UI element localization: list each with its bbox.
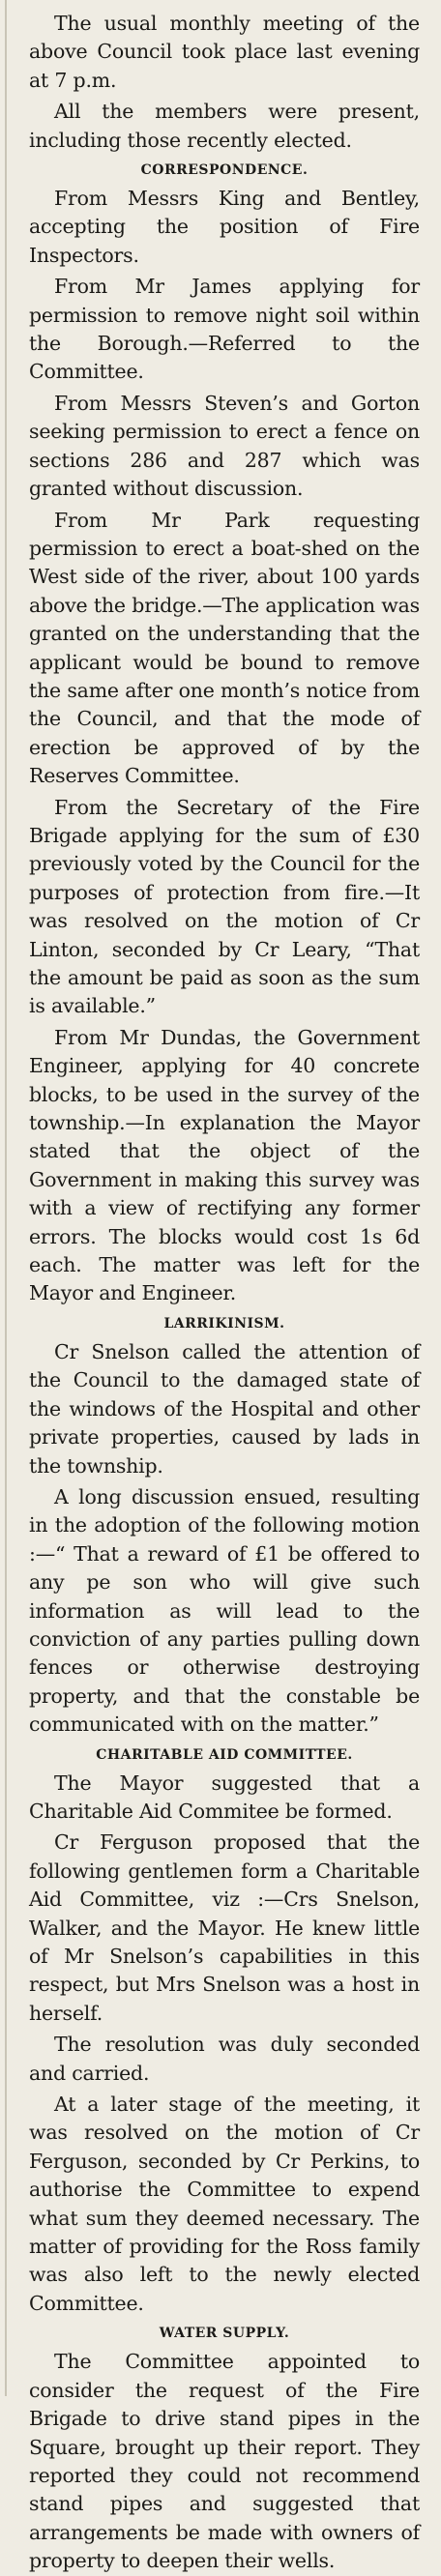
charitable-aid-paragraph: The Mayor suggested that a Charitable Aid Commitee be formed. [29,1771,420,1823]
charitable-aid-paragraph: At a later stage of the meeting, it was resolved on the motion of Cr Ferguson, seconded by Cr Perkins, to authorise the Committee to expend what sum they deemed necessary. The matter of providing for the Ross family was also left to the newly elected Committee. [29,2093,420,2315]
correspondence-item: From Mr Dundas, the Government Engineer, applying for 40 concrete blocks, to be used in the survey of the township.—In explanation the Mayor stated that the object of the Government in making this survey was with a view of rectifying any former errors. The blocks would cost 1s 6d each. The matter was left for the Mayor and Engineer. [29,1025,420,1305]
correspondence-item: From Mr James applying for permission to remove night soil within the Borough.—Referred to the Committee. [29,275,420,384]
section-heading-water-supply: WATER SUPPLY. [159,2326,290,2342]
charitable-aid-paragraph: Cr Ferguson proposed that the following gentlemen form a Charitable Aid Committee, viz :—Crs Snelson, Walker, and the Mayor. He knew little of Mr Snelson’s capabilities in this respect, but Mrs Snelson was a host in herself. [29,1830,420,2025]
intro-paragraph: All the members were present, including those recently elected. [29,100,420,152]
correspondence-item: From Mr Park requesting permission to erect a boat-shed on the West side of the river, about 100 yards above the bridge.—The application was granted on the understanding that the applicant would be bound to remove the same after one month’s notice from the Council, and that the mode of erection be approved of by the Reserves Committee. [29,508,420,788]
water-supply-paragraph: The Committee appointed to consider the request of the Fire Brigade to drive stand pipes in the Square, brought up their report. They reported they could not recommend stand pipes and suggested that arrangements be made with owners of property to deepen their wells. [29,2350,420,2573]
intro-paragraph: The usual monthly meeting of the above Council took place last evening at 7 p.m. [29,12,420,92]
correspondence-item: From Messrs Steven’s and Gorton seeking permission to erect a fence on sections 286 and 287 which was granted without discussion. [29,391,420,501]
correspondence-item: From the Secretary of the Fire Brigade applying for the sum of £30 previously voted by the Council for the purposes of protection from fire.—It was resolved on the motion of Cr Linton, seconded by Cr Leary, “That the amount be paid as soon as the sum is available.” [29,795,420,1018]
column-rule [5,0,7,2396]
section-heading-charitable-aid: CHARITABLE AID COMMITTEE. [96,1746,353,1763]
charitable-aid-paragraph: The resolution was duly seconded and carried. [29,2033,420,2085]
larrikinism-paragraph: Cr Snelson called the attention of the Council to the damaged state of the windows of the Hospital and other private properties, caused by lads in the township. [29,1339,420,1478]
correspondence-item: From Messrs King and Bentley, accepting the position of Fire Inspectors. [29,187,420,267]
section-heading-correspondence: CORRESPONDENCE. [140,162,309,179]
larrikinism-paragraph: A long discussion ensued, resulting in the adoption of the following motion :—“ That a reward of £1 be offered to any pe son who will give such information as will lead to the conviction of any parties pulling down fences or otherwise destroying property, and that the constable be communicated with on the matter.” [29,1484,420,1737]
section-heading-larrikinism: LARRIKINISM. [163,1315,285,1332]
